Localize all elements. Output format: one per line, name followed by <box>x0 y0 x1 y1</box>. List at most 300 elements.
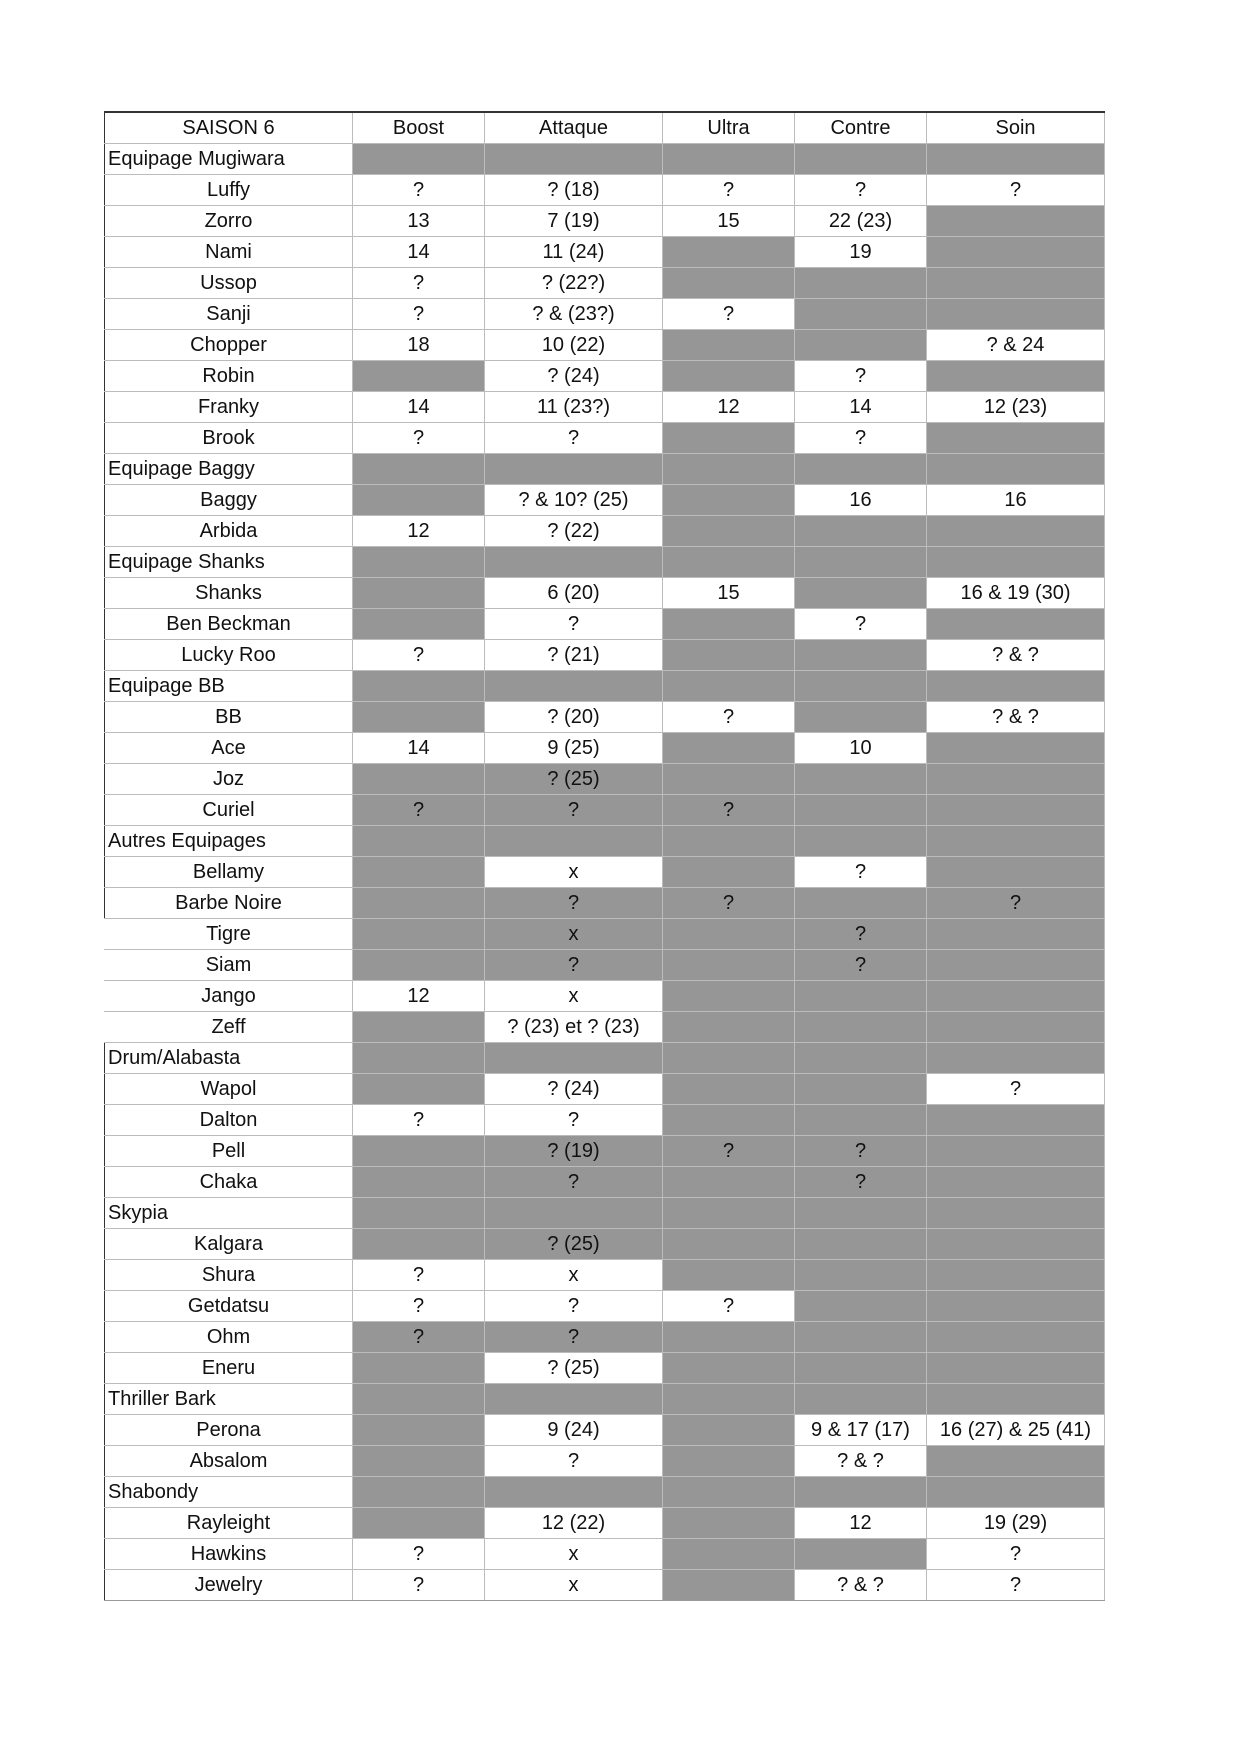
cell-ultra <box>663 485 795 516</box>
cell-boost <box>353 826 485 857</box>
cell-contre: ? <box>795 919 927 950</box>
cell-boost: 12 <box>353 981 485 1012</box>
table-row <box>105 423 1105 454</box>
cell-ultra: ? <box>663 1136 795 1167</box>
cell-attaque: ? <box>485 1291 663 1322</box>
table-row <box>105 330 1105 361</box>
table-row <box>105 299 1105 330</box>
cell-ultra: 15 <box>663 578 795 609</box>
table-row <box>105 888 1105 919</box>
table-row <box>105 981 1105 1012</box>
cell-ultra <box>663 516 795 547</box>
cell-boost: ? <box>353 795 485 826</box>
table-row <box>105 206 1105 237</box>
cell-attaque: x <box>485 981 663 1012</box>
cell-attaque: 9 (24) <box>485 1415 663 1446</box>
table-row <box>105 237 1105 268</box>
cell-contre <box>795 1074 927 1105</box>
cell-boost <box>353 1384 485 1415</box>
cell-ultra <box>663 733 795 764</box>
character-name: Franky <box>105 392 353 423</box>
cell-boost <box>353 1198 485 1229</box>
character-name: Chaka <box>105 1167 353 1198</box>
table-row <box>105 485 1105 516</box>
cell-boost <box>353 764 485 795</box>
cell-soin <box>927 1384 1105 1415</box>
cell-contre: 10 <box>795 733 927 764</box>
cell-attaque: ? (23) et ? (23) <box>485 1012 663 1043</box>
cell-soin: 12 (23) <box>927 392 1105 423</box>
cell-soin: 16 & 19 (30) <box>927 578 1105 609</box>
section-label: Shabondy <box>105 1477 353 1508</box>
cell-contre <box>795 981 927 1012</box>
cell-attaque <box>485 547 663 578</box>
cell-attaque: ? (20) <box>485 702 663 733</box>
table-row <box>105 857 1105 888</box>
cell-soin <box>927 1012 1105 1043</box>
cell-contre: ? & ? <box>795 1446 927 1477</box>
table-row <box>105 1322 1105 1353</box>
character-name: Baggy <box>105 485 353 516</box>
section-row <box>105 826 1105 857</box>
cell-ultra <box>663 1167 795 1198</box>
character-name: Zorro <box>105 206 353 237</box>
character-name: Eneru <box>105 1353 353 1384</box>
cell-boost: ? <box>353 1322 485 1353</box>
character-name: Zeff <box>105 1012 353 1043</box>
cell-contre: 14 <box>795 392 927 423</box>
table-row <box>105 1353 1105 1384</box>
cell-ultra <box>663 547 795 578</box>
cell-contre <box>795 795 927 826</box>
cell-boost: 14 <box>353 733 485 764</box>
cell-attaque: ? (22?) <box>485 268 663 299</box>
section-label: Drum/Alabasta <box>105 1043 353 1074</box>
character-name: Shanks <box>105 578 353 609</box>
cell-boost <box>353 702 485 733</box>
cell-boost <box>353 1074 485 1105</box>
cell-ultra: ? <box>663 299 795 330</box>
cell-ultra <box>663 237 795 268</box>
cell-boost: ? <box>353 640 485 671</box>
cell-soin <box>927 1105 1105 1136</box>
cell-boost: ? <box>353 1570 485 1601</box>
cell-ultra: ? <box>663 888 795 919</box>
cell-contre <box>795 578 927 609</box>
cell-soin <box>927 764 1105 795</box>
cell-contre <box>795 888 927 919</box>
cell-boost <box>353 454 485 485</box>
header-cell-soin: Soin <box>927 112 1105 144</box>
cell-attaque: ? (22) <box>485 516 663 547</box>
cell-ultra <box>663 1322 795 1353</box>
cell-ultra <box>663 919 795 950</box>
cell-boost: 14 <box>353 392 485 423</box>
cell-boost <box>353 609 485 640</box>
character-name: Ace <box>105 733 353 764</box>
cell-attaque: ? (21) <box>485 640 663 671</box>
cell-boost: ? <box>353 175 485 206</box>
character-name: Ohm <box>105 1322 353 1353</box>
cell-ultra <box>663 826 795 857</box>
cell-contre: ? <box>795 609 927 640</box>
cell-contre: ? <box>795 423 927 454</box>
table-row <box>105 1229 1105 1260</box>
character-name: Robin <box>105 361 353 392</box>
cell-ultra <box>663 764 795 795</box>
cell-boost <box>353 950 485 981</box>
cell-attaque: ? <box>485 795 663 826</box>
cell-soin: ? <box>927 1539 1105 1570</box>
cell-soin <box>927 1043 1105 1074</box>
section-label: Thriller Bark <box>105 1384 353 1415</box>
cell-soin <box>927 1353 1105 1384</box>
cell-attaque: ? & (23?) <box>485 299 663 330</box>
section-label: Equipage Baggy <box>105 454 353 485</box>
cell-ultra <box>663 1477 795 1508</box>
cell-boost: ? <box>353 268 485 299</box>
table-row <box>105 1105 1105 1136</box>
cell-attaque: 7 (19) <box>485 206 663 237</box>
cell-boost <box>353 144 485 175</box>
character-name: Bellamy <box>105 857 353 888</box>
cell-contre <box>795 268 927 299</box>
cell-attaque: ? <box>485 1446 663 1477</box>
cell-ultra: ? <box>663 702 795 733</box>
cell-soin <box>927 516 1105 547</box>
cell-ultra <box>663 1074 795 1105</box>
cell-boost: ? <box>353 1539 485 1570</box>
section-label: Equipage Mugiwara <box>105 144 353 175</box>
cell-boost <box>353 1012 485 1043</box>
cell-soin <box>927 1477 1105 1508</box>
cell-attaque <box>485 1043 663 1074</box>
character-name: Curiel <box>105 795 353 826</box>
cell-soin: ? & ? <box>927 640 1105 671</box>
character-name: Kalgara <box>105 1229 353 1260</box>
cell-boost <box>353 485 485 516</box>
character-name: Barbe Noire <box>105 888 353 919</box>
cell-boost: 18 <box>353 330 485 361</box>
cell-contre <box>795 1043 927 1074</box>
cell-ultra <box>663 1539 795 1570</box>
cell-ultra <box>663 454 795 485</box>
cell-attaque <box>485 1384 663 1415</box>
character-name: Tigre <box>105 919 353 950</box>
cell-contre <box>795 1322 927 1353</box>
cell-contre: ? & ? <box>795 1570 927 1601</box>
cell-soin <box>927 826 1105 857</box>
table-row <box>105 516 1105 547</box>
character-name: Chopper <box>105 330 353 361</box>
character-name: Shura <box>105 1260 353 1291</box>
cell-boost: ? <box>353 299 485 330</box>
character-name: Pell <box>105 1136 353 1167</box>
cell-attaque: ? (19) <box>485 1136 663 1167</box>
cell-soin: 16 <box>927 485 1105 516</box>
cell-ultra <box>663 671 795 702</box>
cell-attaque: ? (25) <box>485 764 663 795</box>
cell-contre: 16 <box>795 485 927 516</box>
table-row <box>105 1570 1105 1601</box>
cell-attaque: 11 (24) <box>485 237 663 268</box>
header-row <box>105 112 1105 144</box>
section-row <box>105 454 1105 485</box>
header-cell-contre: Contre <box>795 112 927 144</box>
table-row <box>105 268 1105 299</box>
cell-contre <box>795 1539 927 1570</box>
cell-soin <box>927 206 1105 237</box>
cell-contre <box>795 516 927 547</box>
cell-contre <box>795 764 927 795</box>
cell-attaque: ? & 10? (25) <box>485 485 663 516</box>
cell-contre <box>795 1198 927 1229</box>
cell-attaque: ? <box>485 1167 663 1198</box>
cell-contre: ? <box>795 1167 927 1198</box>
cell-boost: 13 <box>353 206 485 237</box>
table-row <box>105 733 1105 764</box>
table-row <box>105 1446 1105 1477</box>
character-name: Perona <box>105 1415 353 1446</box>
cell-ultra <box>663 1043 795 1074</box>
cell-ultra <box>663 268 795 299</box>
cell-ultra <box>663 1570 795 1601</box>
character-name: Ussop <box>105 268 353 299</box>
cell-contre <box>795 1477 927 1508</box>
cell-soin <box>927 733 1105 764</box>
cell-contre <box>795 144 927 175</box>
cell-attaque: ? <box>485 1322 663 1353</box>
section-row <box>105 144 1105 175</box>
cell-ultra <box>663 1198 795 1229</box>
cell-soin: ? & ? <box>927 702 1105 733</box>
cell-contre <box>795 1229 927 1260</box>
header-cell-attaque: Attaque <box>485 112 663 144</box>
table-row <box>105 919 1105 950</box>
cell-soin <box>927 454 1105 485</box>
cell-contre <box>795 547 927 578</box>
cell-ultra <box>663 361 795 392</box>
cell-attaque <box>485 671 663 702</box>
cell-ultra <box>663 950 795 981</box>
cell-ultra <box>663 609 795 640</box>
section-row <box>105 671 1105 702</box>
cell-boost <box>353 919 485 950</box>
cell-contre: 9 & 17 (17) <box>795 1415 927 1446</box>
cell-contre: ? <box>795 361 927 392</box>
character-name: Sanji <box>105 299 353 330</box>
cell-boost: 12 <box>353 516 485 547</box>
cell-contre: ? <box>795 1136 927 1167</box>
cell-attaque: x <box>485 1539 663 1570</box>
character-name: Getdatsu <box>105 1291 353 1322</box>
cell-ultra <box>663 1384 795 1415</box>
cell-contre: ? <box>795 857 927 888</box>
cell-contre: 12 <box>795 1508 927 1539</box>
cell-soin <box>927 671 1105 702</box>
cell-attaque: ? (18) <box>485 175 663 206</box>
cell-attaque: 12 (22) <box>485 1508 663 1539</box>
cell-boost <box>353 547 485 578</box>
section-row <box>105 547 1105 578</box>
table-row <box>105 361 1105 392</box>
cell-soin <box>927 1260 1105 1291</box>
cell-attaque: 6 (20) <box>485 578 663 609</box>
table-row <box>105 392 1105 423</box>
table-row <box>105 764 1105 795</box>
cell-ultra <box>663 1260 795 1291</box>
table-row <box>105 640 1105 671</box>
cell-contre <box>795 1105 927 1136</box>
header-cell-season: SAISON 6 <box>105 112 353 144</box>
table-row <box>105 950 1105 981</box>
cell-ultra <box>663 1012 795 1043</box>
section-row <box>105 1384 1105 1415</box>
cell-contre <box>795 671 927 702</box>
section-row <box>105 1477 1105 1508</box>
cell-attaque: ? (24) <box>485 1074 663 1105</box>
table-row <box>105 1136 1105 1167</box>
cell-soin <box>927 981 1105 1012</box>
cell-ultra <box>663 1446 795 1477</box>
cell-attaque: ? (25) <box>485 1353 663 1384</box>
cell-contre: ? <box>795 950 927 981</box>
cell-boost <box>353 1043 485 1074</box>
character-name: BB <box>105 702 353 733</box>
cell-soin <box>927 1198 1105 1229</box>
cell-ultra <box>663 640 795 671</box>
cell-boost <box>353 1508 485 1539</box>
cell-soin <box>927 1136 1105 1167</box>
character-name: Absalom <box>105 1446 353 1477</box>
cell-boost <box>353 1229 485 1260</box>
cell-ultra <box>663 981 795 1012</box>
cell-ultra <box>663 1415 795 1446</box>
section-label: Equipage BB <box>105 671 353 702</box>
character-name: Jango <box>105 981 353 1012</box>
character-name: Lucky Roo <box>105 640 353 671</box>
table-row <box>105 795 1105 826</box>
cell-attaque <box>485 826 663 857</box>
cell-soin <box>927 950 1105 981</box>
cell-ultra <box>663 423 795 454</box>
cell-attaque: ? (25) <box>485 1229 663 1260</box>
table-row <box>105 1291 1105 1322</box>
cell-contre <box>795 1260 927 1291</box>
character-name: Joz <box>105 764 353 795</box>
season-6-table <box>104 111 1105 1601</box>
cell-boost <box>353 857 485 888</box>
cell-boost: ? <box>353 1291 485 1322</box>
table-row <box>105 1260 1105 1291</box>
cell-ultra: 12 <box>663 392 795 423</box>
cell-contre: 22 (23) <box>795 206 927 237</box>
cell-attaque <box>485 1198 663 1229</box>
cell-soin <box>927 423 1105 454</box>
cell-boost <box>353 1446 485 1477</box>
cell-contre <box>795 1384 927 1415</box>
cell-attaque: 9 (25) <box>485 733 663 764</box>
section-label: Equipage Shanks <box>105 547 353 578</box>
cell-contre <box>795 702 927 733</box>
cell-boost <box>353 1477 485 1508</box>
cell-contre: 19 <box>795 237 927 268</box>
cell-soin: ? <box>927 888 1105 919</box>
cell-ultra <box>663 330 795 361</box>
cell-soin: ? <box>927 1074 1105 1105</box>
cell-boost: ? <box>353 1105 485 1136</box>
header-cell-ultra: Ultra <box>663 112 795 144</box>
cell-boost <box>353 1136 485 1167</box>
character-name: Rayleight <box>105 1508 353 1539</box>
cell-soin <box>927 237 1105 268</box>
cell-soin <box>927 1229 1105 1260</box>
cell-ultra <box>663 144 795 175</box>
cell-boost <box>353 361 485 392</box>
cell-contre <box>795 1012 927 1043</box>
cell-ultra: ? <box>663 795 795 826</box>
cell-boost <box>353 1415 485 1446</box>
cell-soin <box>927 795 1105 826</box>
table-row <box>105 1508 1105 1539</box>
table-row <box>105 175 1105 206</box>
cell-contre: ? <box>795 175 927 206</box>
cell-attaque: ? <box>485 423 663 454</box>
character-name: Siam <box>105 950 353 981</box>
cell-attaque: 11 (23?) <box>485 392 663 423</box>
table-row <box>105 1415 1105 1446</box>
section-row <box>105 1043 1105 1074</box>
cell-soin <box>927 144 1105 175</box>
cell-attaque: x <box>485 1260 663 1291</box>
cell-soin: 19 (29) <box>927 1508 1105 1539</box>
cell-attaque: x <box>485 857 663 888</box>
cell-ultra <box>663 857 795 888</box>
cell-boost: ? <box>353 423 485 454</box>
cell-contre <box>795 299 927 330</box>
cell-ultra <box>663 1229 795 1260</box>
cell-boost: 14 <box>353 237 485 268</box>
cell-attaque: ? <box>485 950 663 981</box>
cell-attaque: ? (24) <box>485 361 663 392</box>
cell-attaque <box>485 144 663 175</box>
cell-boost <box>353 671 485 702</box>
cell-attaque: ? <box>485 888 663 919</box>
cell-ultra: ? <box>663 175 795 206</box>
table-row <box>105 1012 1105 1043</box>
cell-boost: ? <box>353 1260 485 1291</box>
table-body <box>105 112 1105 1601</box>
table-row <box>105 609 1105 640</box>
table-row <box>105 1074 1105 1105</box>
section-label: Autres Equipages <box>105 826 353 857</box>
table-row <box>105 578 1105 609</box>
cell-soin <box>927 361 1105 392</box>
cell-boost <box>353 1167 485 1198</box>
table-row <box>105 1539 1105 1570</box>
cell-ultra: 15 <box>663 206 795 237</box>
cell-soin <box>927 1446 1105 1477</box>
cell-contre <box>795 1291 927 1322</box>
cell-boost <box>353 1353 485 1384</box>
table-row <box>105 702 1105 733</box>
character-name: Brook <box>105 423 353 454</box>
cell-soin <box>927 268 1105 299</box>
cell-ultra: ? <box>663 1291 795 1322</box>
cell-contre <box>795 1353 927 1384</box>
cell-soin <box>927 609 1105 640</box>
cell-attaque <box>485 454 663 485</box>
